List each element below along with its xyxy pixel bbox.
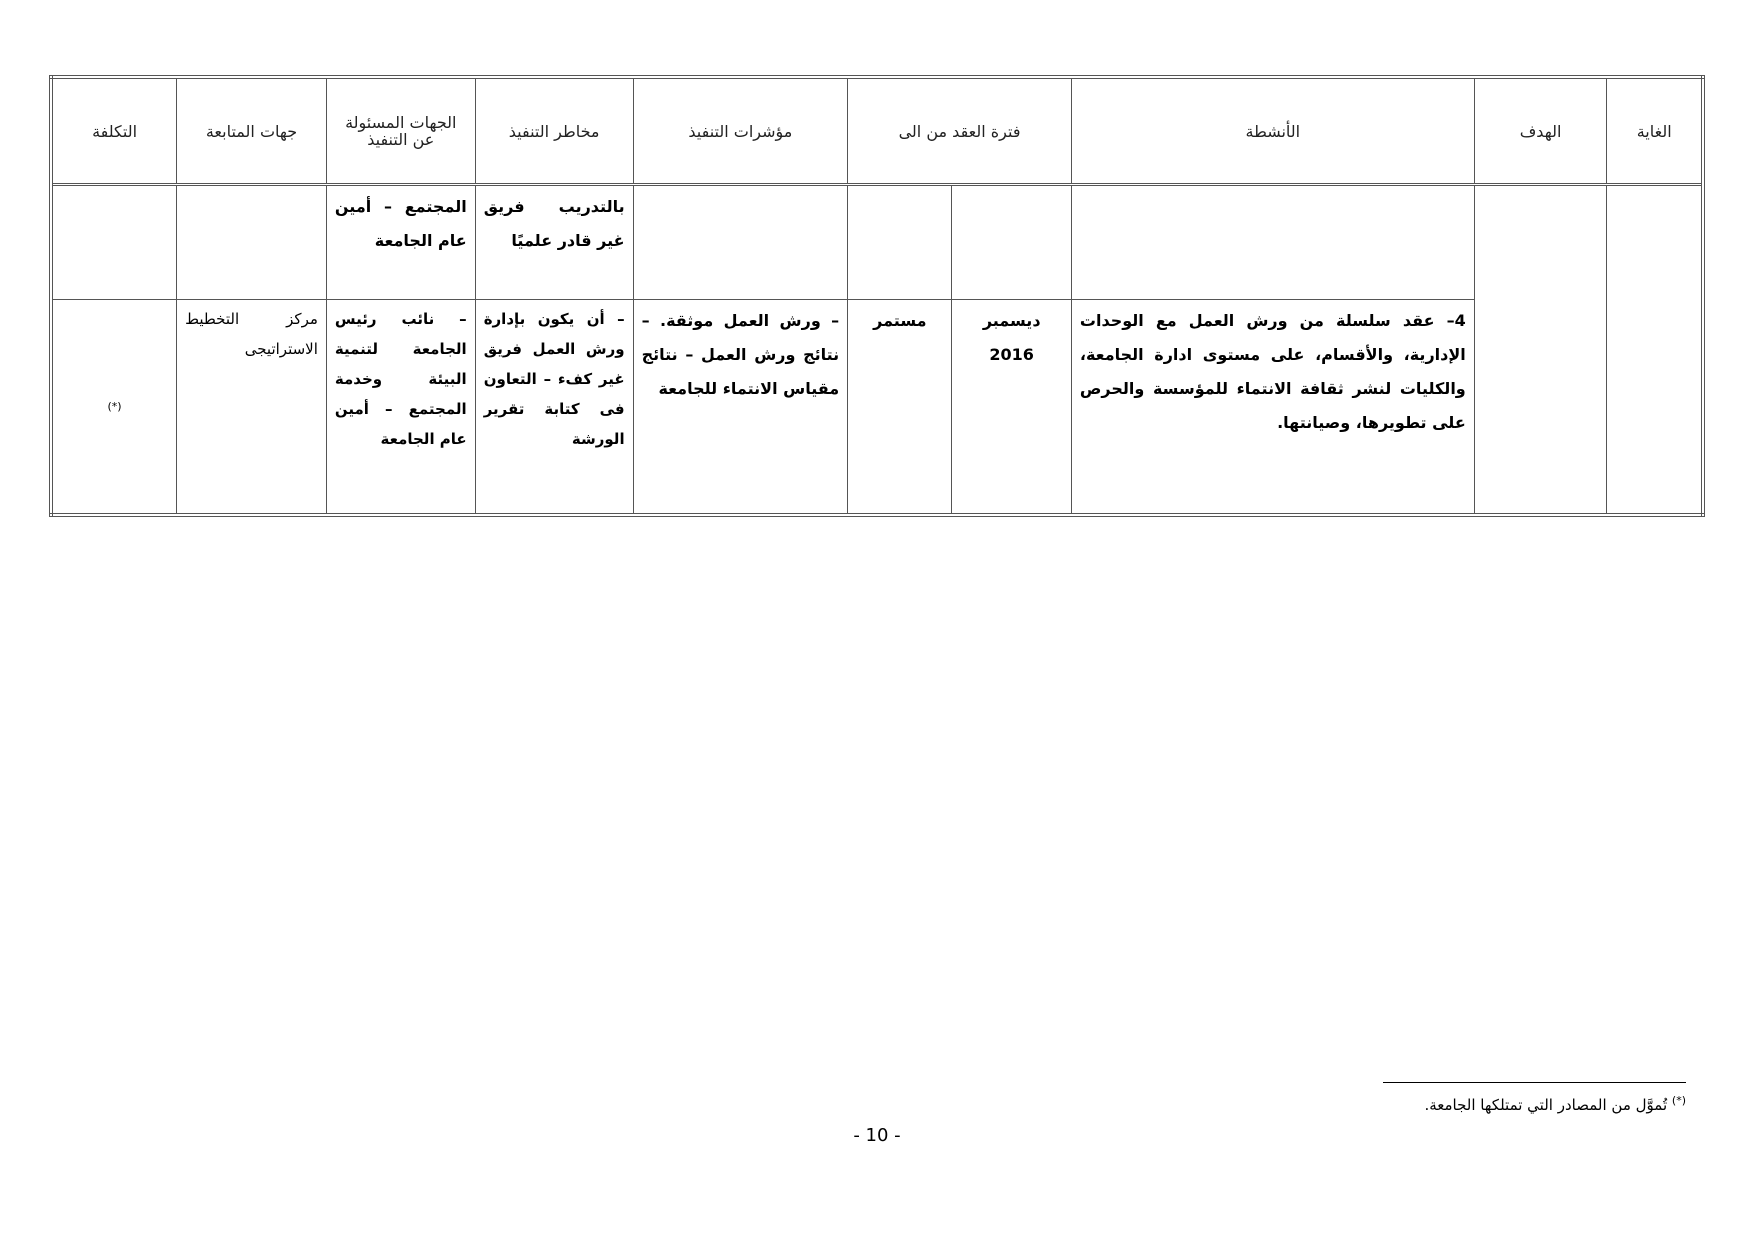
activity-cell: 4– عقد سلسلة من ورش العمل مع الوحدات الإدارية، والأقسام، على مستوى ادارة الجامعة، والكليات لنشر ثقافة الانتماء للمؤسسة والحرص على تطويرها، وصيانتها. xyxy=(1071,300,1474,515)
cost-cell: (*) xyxy=(51,300,177,515)
period-to-cell xyxy=(848,185,952,300)
risks-cell: – أن يكون بإدارة ورش العمل فريق غير كفء – التعاون فى كتابة تقرير الورشة xyxy=(475,300,633,515)
plan-table xyxy=(49,75,1705,517)
header-cost: التكلفة xyxy=(51,77,177,185)
header-objective: الهدف xyxy=(1474,77,1607,185)
period-from-cell: ديسمبر 2016 xyxy=(952,300,1071,515)
header-activities: الأنشطة xyxy=(1071,77,1474,185)
period-from-cell xyxy=(952,185,1071,300)
followup-cell xyxy=(177,185,327,300)
header-period: فترة العقد من الى xyxy=(848,77,1072,185)
footnote-separator xyxy=(1383,1082,1686,1083)
indicators-cell xyxy=(633,185,848,300)
indicators-cell: – ورش العمل موثقة. – نتائج ورش العمل – نتائج مقياس الانتماء للجامعة xyxy=(633,300,848,515)
header-responsible: الجهات المسئولة عن التنفيذ xyxy=(326,77,475,185)
page-number: - 10 - xyxy=(853,1125,901,1146)
header-row xyxy=(51,77,1703,185)
footnote-mark: (*) xyxy=(1671,1094,1686,1107)
followup-cell: مركز التخطيط الاستراتيجى xyxy=(177,300,327,515)
table-row xyxy=(51,300,1703,515)
header-goal: الغاية xyxy=(1607,77,1703,185)
activity-cell xyxy=(1071,185,1474,300)
footnote-text: تُموَّل من المصادر التي تمتلكها الجامعة. xyxy=(1424,1096,1668,1114)
cost-cell xyxy=(51,185,177,300)
goal-cell xyxy=(1607,185,1703,515)
objective-cell xyxy=(1474,185,1607,515)
responsible-cell: – نائب رئيس الجامعة لتنمية البيئة وخدمة المجتمع – أمين عام الجامعة xyxy=(326,300,475,515)
risks-cell: بالتدريب فريق غير قادر علميًا xyxy=(475,185,633,300)
footnote xyxy=(1424,1094,1686,1114)
header-followup: جهات المتابعة xyxy=(177,77,327,185)
header-risks: مخاطر التنفيذ xyxy=(475,77,633,185)
period-to-cell: مستمر xyxy=(848,300,952,515)
table-row xyxy=(51,185,1703,300)
header-indicators: مؤشرات التنفيذ xyxy=(633,77,848,185)
responsible-cell: المجتمع – أمين عام الجامعة xyxy=(326,185,475,300)
